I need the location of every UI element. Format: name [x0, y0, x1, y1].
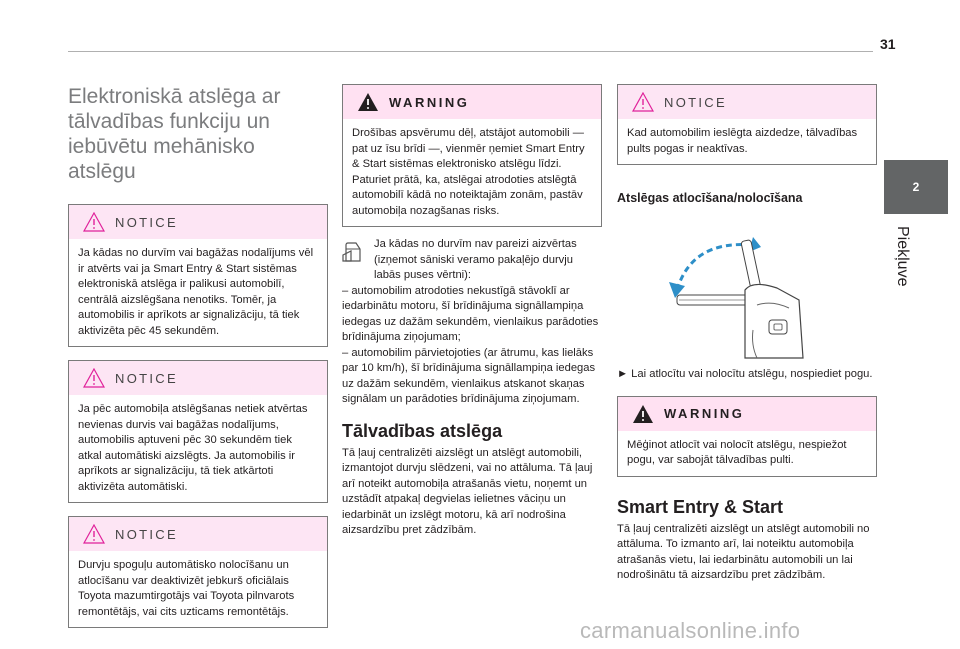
warning-header — [618, 397, 876, 431]
notice-label: NOTICE — [664, 94, 727, 110]
notice-text: Kad automobilim ieslēgta aizdedze, tālvadības pults pogas ir neaktīvas. — [627, 127, 858, 155]
door-open-warning-icon — [340, 241, 364, 263]
column-1 — [68, 80, 328, 628]
notice-box-2 — [68, 360, 328, 503]
door-info-intro: Ja kādas no durvīm nav pareizi aizvērtas (izņemot sāniski veramo pakaļējo durvju labās puses vērtni): — [374, 238, 577, 281]
remote-key-text: Tā ļauj centralizēti aizslēgt un atslēgt automobili, izmantojot durvju slēdzeni, vai no attāluma. Tā ļauj arī noteikt automobiļa atrašanās vietu, noņemt un uzstādīt atpakaļ degvielas ielietnes vāciņu un iedarbināt un izslēgt motoru, kā arī nodrošina aizsardzību pret zādzībām. — [342, 446, 593, 536]
notice-label: NOTICE — [115, 370, 178, 386]
notice-text: Ja kādas no durvīm vai bagāžas nodalījums vēl ir atvērts vai ja Smart Entry & Start sistēmas elektroniskā atslēga ir palikusi automobilī, centrālā aizslēgšana nenotiks. Tomēr, ja automobilis ir aprīkots ar signalizāciju, tā tiek aktivizēta pēc 45 sekundēm. — [78, 247, 314, 337]
notice-box-4 — [617, 84, 877, 165]
notice-triangle-icon — [83, 368, 105, 388]
notice-text: Durvju spoguļu automātisko nolocīšanu un atlocīšanu var deaktivizēt jebkurš oficiālais Toyota mazumtirgotājs vai Toyota pilnvarots remontētājs, vai cits uzticams remontētājs. — [78, 559, 295, 618]
notice-header — [618, 85, 876, 119]
page-title: Elektroniskā atslēga ar tālvadības funkciju un iebūvētu mehānisko atslēgu — [68, 85, 281, 183]
notice-text: Ja pēc automobiļa atslēgšanas netiek atvērtas nevienas durvis vai bagāžas nodalījums, automobilis aptuveni pēc 30 sekundēm tiek atkal automātiski aizslēgts. Ja automobilis ir aprīkots ar signalizāciju, tā tiek atkārtoti aktivizēta automātiski. — [78, 403, 308, 493]
smart-entry-heading: Smart Entry & Start — [617, 496, 784, 517]
warning-label: WARNING — [664, 406, 745, 421]
notice-triangle-icon — [83, 524, 105, 544]
warning-box — [342, 84, 602, 227]
chapter-tab[interactable] — [884, 160, 948, 214]
notice-header — [69, 517, 327, 551]
notice-box-3 — [68, 516, 328, 628]
remote-key-heading: Tālvadības atslēga — [342, 420, 503, 441]
key-fold-illustration — [657, 220, 807, 360]
notice-box-1 — [68, 204, 328, 347]
column-2 — [342, 80, 602, 539]
notice-triangle-icon — [83, 212, 105, 232]
door-warning-info — [342, 237, 602, 408]
notice-triangle-icon — [632, 92, 654, 112]
door-info-item-1: – automobilim atrodoties nekustīgā stāvoklī ar iedarbinātu motoru, šī brīdinājuma signāllampiņa iedegas uz dažām sekundēm, vienlaikus parādoties brīdinājuma ziņojumam; — [342, 284, 599, 343]
page-number: 31 — [880, 36, 896, 52]
door-info-item-2: – automobilim pārvietojoties (ar ātrumu, kas lielāks par 10 km/h), šī brīdinājuma signāllampiņa iedegas uz dažām sekundēm, vienlaikus atskanot skaņas signālam un parādoties brīdinājuma ziņojumam. — [342, 346, 596, 405]
warning-text: Drošības apsvērumu dēļ, atstājot automobili — pat uz īsu brīdi —, vienmēr ņemiet Smart Entry & Start sistēmas elektronisko atslēgu līdzi. Paturiet prātā, ka, atslēgai atrodoties atslēgtā automobilī kādā no noteiktajām zonām, pastāv automobiļa nozagšanas risks. — [352, 127, 585, 217]
header-rule — [68, 51, 873, 52]
warning-label: WARNING — [389, 94, 470, 110]
column-3 — [617, 80, 877, 584]
warning-text: Mēģinot atlocīt vai nolocīt atslēgu, nespiežot pogu, var sabojāt tālvadības pulti. — [627, 438, 847, 466]
chapter-number: 2 — [912, 180, 920, 194]
key-fold-text: ► Lai atlocītu vai nolocītu atslēgu, nospiediet pogu. — [617, 368, 873, 380]
notice-header — [69, 205, 327, 239]
warning-box-2 — [617, 396, 877, 477]
smart-entry-text: Tā ļauj centralizēti aizslēgt un atslēgt automobili no attāluma. To izmanto arī, lai noteiktu automobiļa atrašanās vietu, lai iedarbinātu automobili un lai nodrošinātu tā aizsardzību pret zādzībām. — [617, 522, 870, 581]
notice-label: NOTICE — [115, 214, 178, 230]
notice-header — [69, 361, 327, 395]
warning-triangle-icon — [632, 404, 654, 424]
chapter-label: Piekļuve — [894, 226, 911, 287]
warning-triangle-icon — [357, 92, 379, 112]
key-fold-heading: Atslēgas atlocīšana/nolocīšana — [617, 191, 803, 205]
notice-label: NOTICE — [115, 526, 178, 542]
warning-header — [343, 85, 601, 119]
watermark: carmanualsonline.info — [580, 618, 801, 643]
